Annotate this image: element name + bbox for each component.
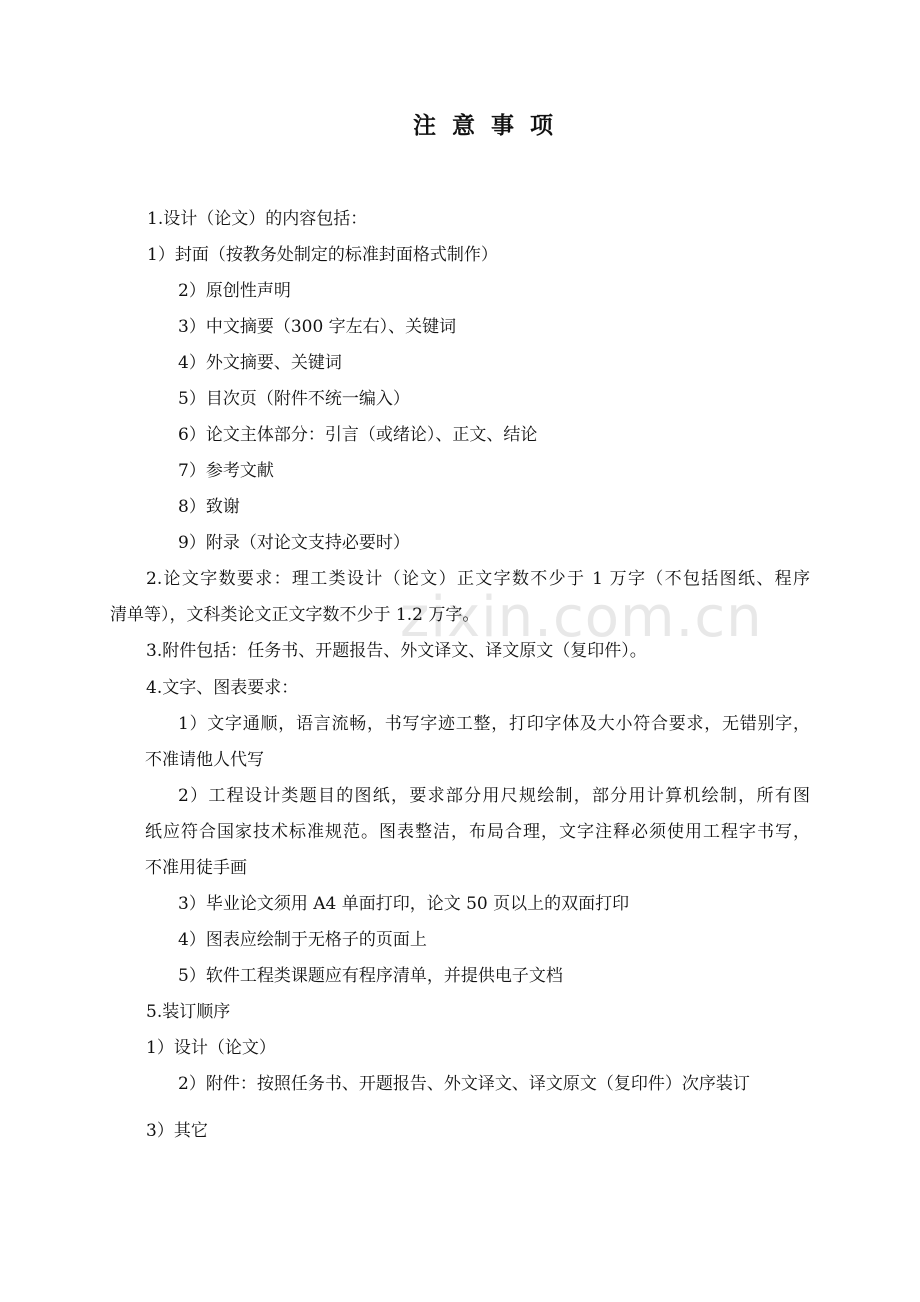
section-4-item-1: 1）文字通顺，语言流畅，书写字迹工整，打印字体及大小符合要求，无错别字，: [178, 714, 810, 734]
list-item-foreign-abstract: 4）外文摘要、关键词: [178, 353, 342, 373]
section-4-item-5: 5）软件工程类课题应有程序清单，并提供电子文档: [178, 966, 563, 986]
section-5-item-3: 3）其它: [146, 1121, 208, 1141]
list-item-contents: 5）目次页（附件不统一编入）: [178, 389, 410, 409]
section-2-paragraph-cont: 清单等），文科类论文正文字数不少于 1.2 万字。: [110, 605, 480, 625]
section-5-item-2: 2）附件：按照任务书、开题报告、外文译文、译文原文（复印件）次序装订: [178, 1074, 750, 1094]
section-4-item-1-cont: 不准请他人代写: [145, 750, 264, 770]
section-4-item-2-cont: 纸应符合国家技术标准规范。图表整洁，布局合理，文字注释必须使用工程字书写，: [145, 822, 810, 842]
list-item-cover: 1）封面（按教务处制定的标准封面格式制作）: [147, 245, 498, 265]
section-4-item-4: 4）图表应绘制于无格子的页面上: [178, 930, 427, 950]
section-5-heading: 5.装订顺序: [146, 1002, 231, 1022]
page-title: 注 意 事 项: [412, 113, 558, 139]
section-4-item-3: 3）毕业论文须用 A4 单面打印，论文 50 页以上的双面打印: [178, 894, 630, 914]
list-item-acknowledgements: 8）致谢: [178, 497, 240, 517]
list-item-appendix: 9）附录（对论文支持必要时）: [178, 533, 410, 553]
watermark: zixin.com.cn: [400, 585, 763, 650]
section-4-item-2-end: 不准用徒手画: [145, 858, 247, 878]
section-3-paragraph: 3.附件包括：任务书、开题报告、外文译文、译文原文（复印件）。: [146, 641, 647, 661]
section-1-heading: 1.设计（论文）的内容包括：: [147, 209, 368, 229]
list-item-references: 7）参考文献: [178, 461, 274, 481]
list-item-originality: 2）原创性声明: [178, 281, 291, 301]
section-2-paragraph: 2.论文字数要求：理工类设计（论文）正文字数不少于 1 万字（不包括图纸、程序: [146, 569, 810, 589]
section-5-item-1: 1）设计（论文）: [146, 1038, 276, 1058]
section-4-item-2: 2）工程设计类题目的图纸，要求部分用尺规绘制，部分用计算机绘制，所有图: [178, 786, 810, 806]
list-item-main-body: 6）论文主体部分：引言（或绪论）、正文、结论: [178, 425, 538, 445]
list-item-chinese-abstract: 3）中文摘要（300 字左右）、关键词: [178, 317, 457, 337]
section-4-heading: 4.文字、图表要求：: [146, 678, 299, 698]
